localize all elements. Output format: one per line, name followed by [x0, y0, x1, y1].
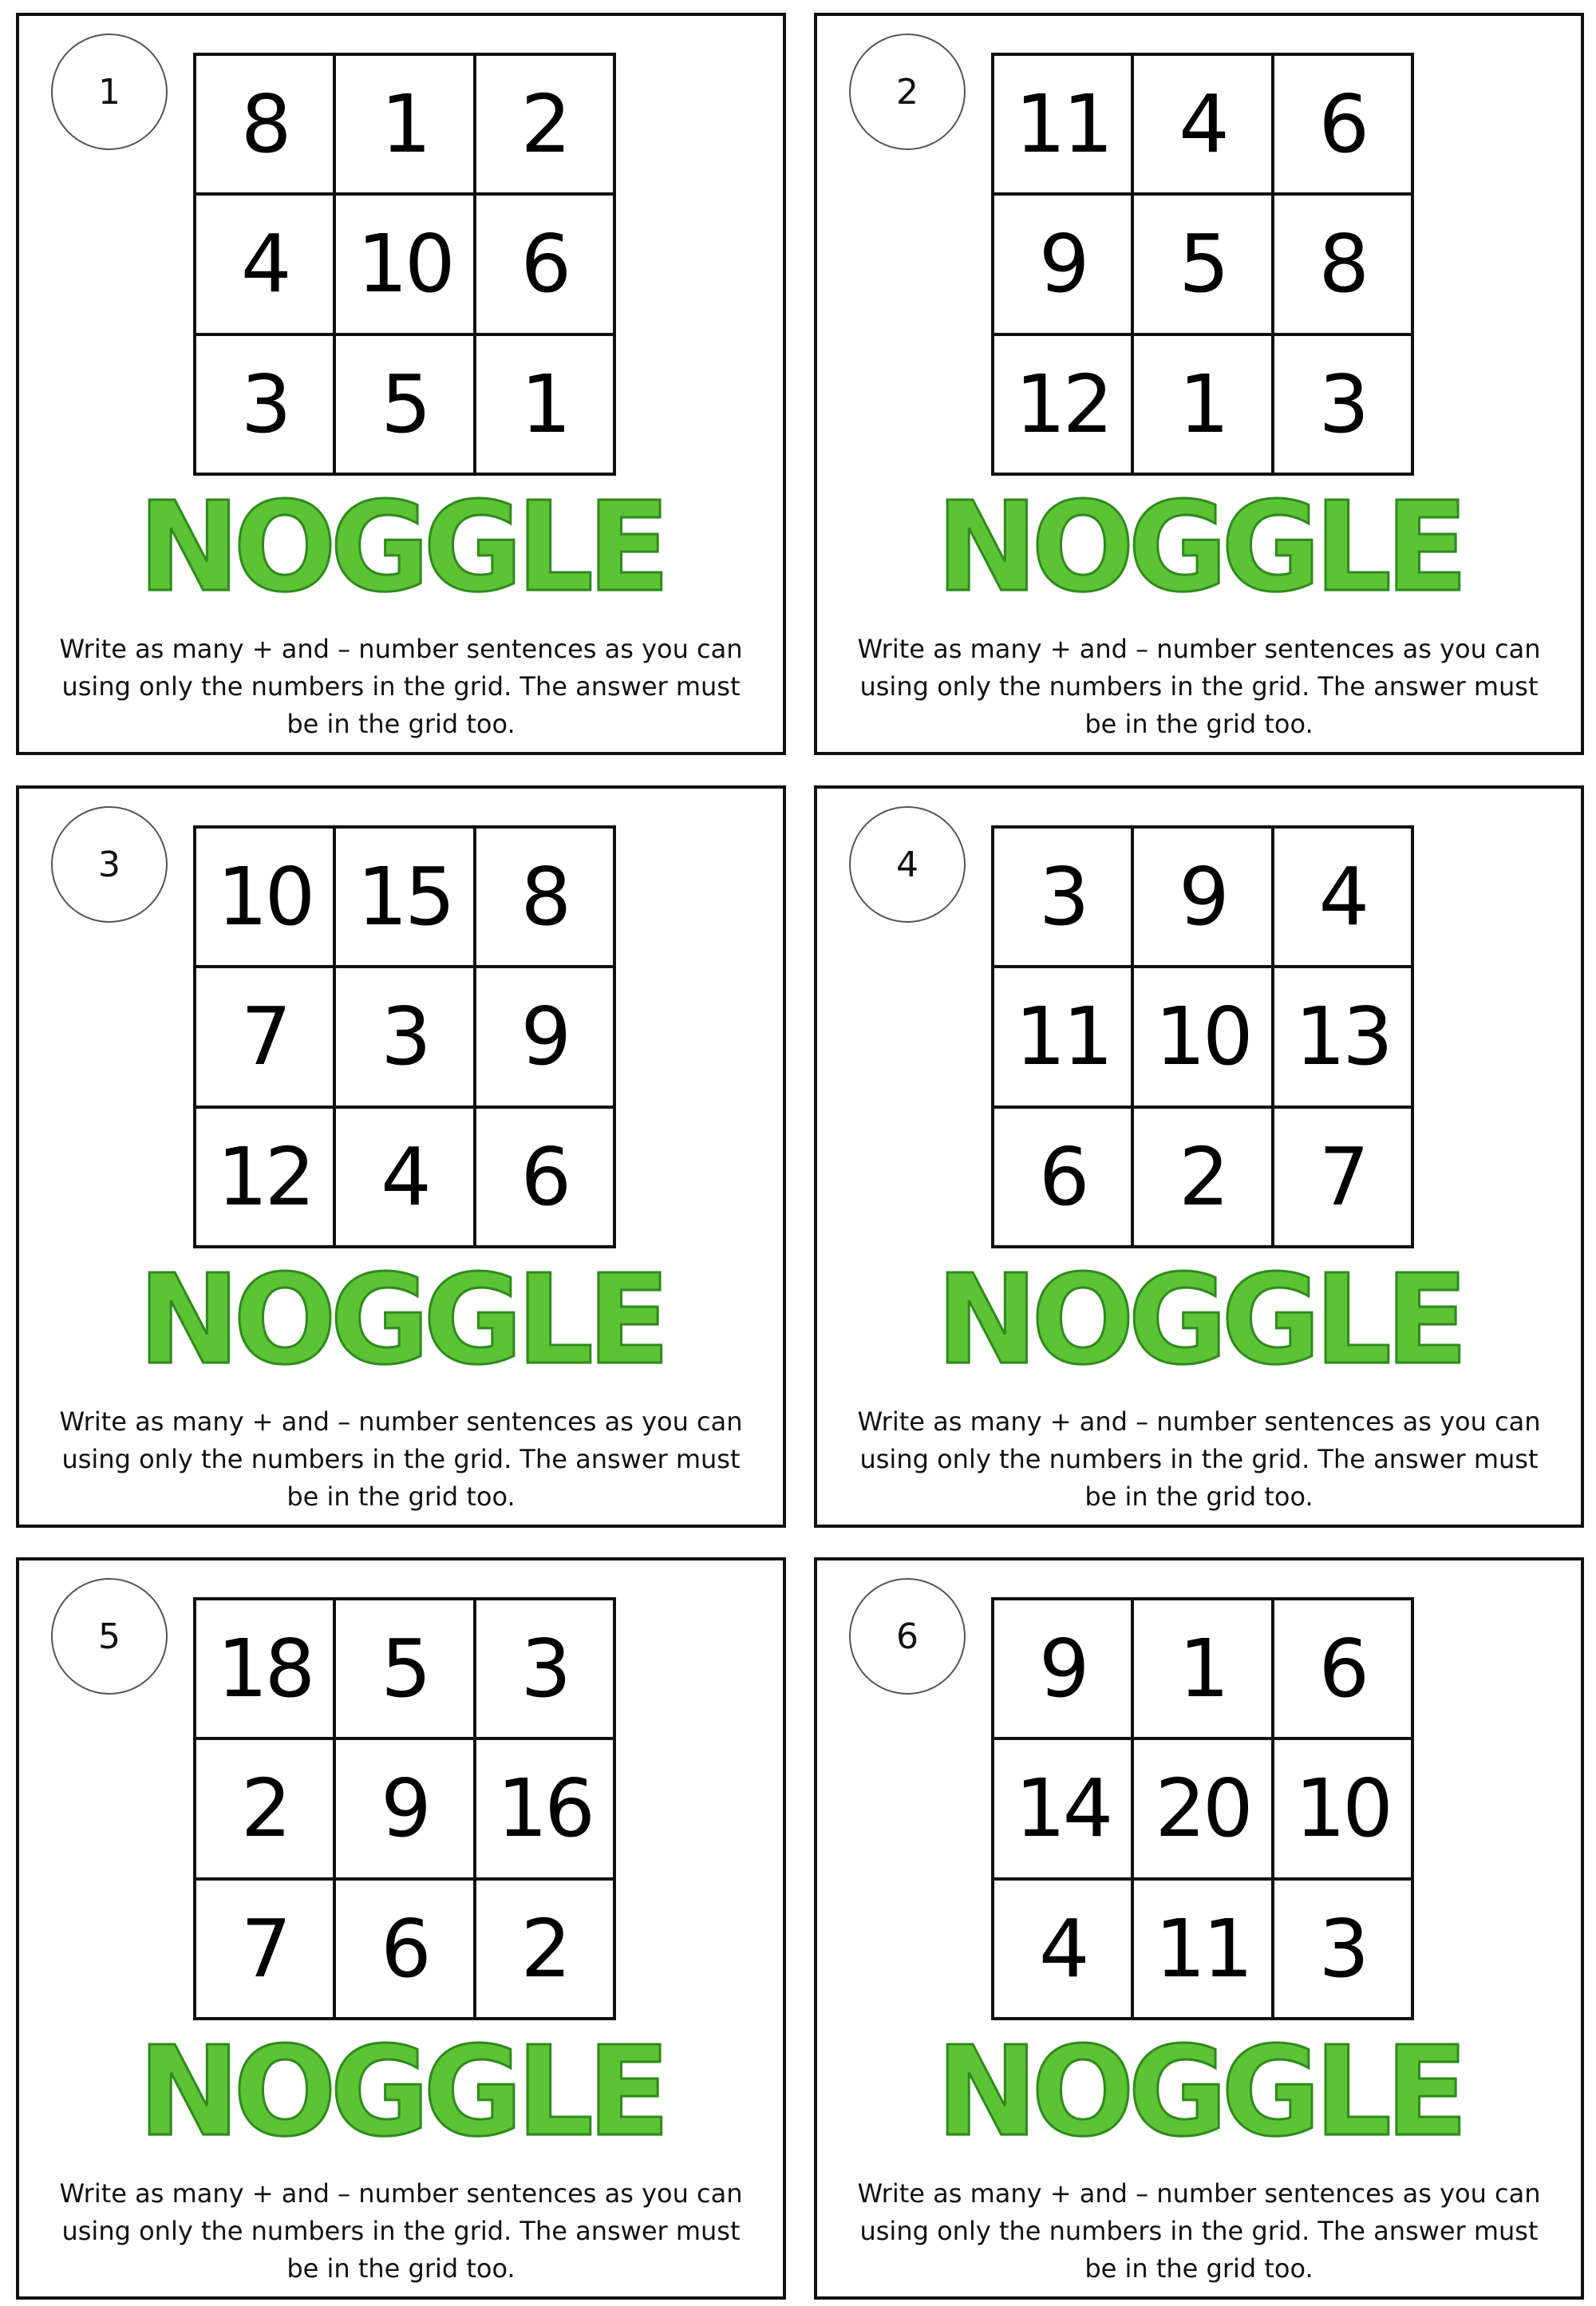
grid-cell: 1: [1132, 334, 1272, 474]
number-grid: [193, 53, 616, 476]
card-number-badge: 3: [51, 806, 168, 923]
grid-cell: 5: [334, 1599, 474, 1738]
grid-cell: 2: [195, 1738, 334, 1878]
grid-cell: 1: [334, 54, 474, 194]
grid-cell: 6: [334, 1879, 474, 2019]
grid-cell: 7: [195, 1879, 334, 2019]
grid-cell: 1: [1132, 1599, 1272, 1738]
grid-cell: 11: [993, 54, 1132, 194]
grid-cell: 8: [475, 827, 614, 967]
instructions-text: Write as many + and – number sentences as you can using only the numbers in the grid. The answer must be in the grid too.: [857, 2178, 1541, 2284]
grid-cell: 9: [475, 967, 614, 1106]
noggle-title: NOGGLE: [138, 2019, 664, 2164]
grid-cell: 10: [334, 194, 474, 334]
grid-cell: 4: [334, 1107, 474, 1247]
noggle-card-6: [814, 1557, 1584, 2300]
grid-cell: 3: [334, 967, 474, 1106]
grid-cell: 4: [195, 194, 334, 334]
grid-cell: 3: [1273, 1879, 1412, 2019]
grid-cell: 6: [475, 1107, 614, 1247]
grid-cell: 10: [1273, 1738, 1412, 1878]
grid-cell: 3: [475, 1599, 614, 1738]
grid-cell: 6: [475, 194, 614, 334]
grid-cell: 3: [993, 827, 1132, 967]
grid-cell: 11: [1132, 1879, 1272, 2019]
grid-cell: 12: [993, 334, 1132, 474]
noggle-card-1: [16, 13, 786, 755]
grid-cell: 9: [993, 194, 1132, 334]
instructions-text: Write as many + and – number sentences as you can using only the numbers in the grid. The answer must be in the grid too.: [59, 2178, 743, 2284]
noggle-title: NOGGLE: [936, 2019, 1462, 2164]
grid-cell: 13: [1273, 967, 1412, 1106]
grid-cell: 4: [1273, 827, 1412, 967]
grid-cell: 3: [195, 334, 334, 474]
grid-cell: 8: [1273, 194, 1412, 334]
grid-cell: 3: [1273, 334, 1412, 474]
noggle-title: NOGGLE: [138, 1248, 664, 1392]
grid-cell: 7: [195, 967, 334, 1106]
noggle-card-5: [16, 1557, 786, 2300]
number-grid: [991, 825, 1414, 1248]
card-number-badge: 5: [51, 1578, 168, 1695]
noggle-title: NOGGLE: [936, 475, 1462, 619]
grid-cell: 2: [1132, 1107, 1272, 1247]
grid-cell: 12: [195, 1107, 334, 1247]
noggle-title: NOGGLE: [138, 475, 664, 619]
grid-cell: 7: [1273, 1107, 1412, 1247]
grid-cell: 5: [1132, 194, 1272, 334]
noggle-title: NOGGLE: [936, 1248, 1462, 1392]
grid-cell: 6: [1273, 54, 1412, 194]
grid-cell: 16: [475, 1738, 614, 1878]
grid-cell: 8: [195, 54, 334, 194]
grid-cell: 5: [334, 334, 474, 474]
number-grid: [991, 1597, 1414, 2020]
grid-cell: 6: [1273, 1599, 1412, 1738]
grid-cell: 9: [993, 1599, 1132, 1738]
noggle-card-4: [814, 785, 1584, 1528]
instructions-text: Write as many + and – number sentences as you can using only the numbers in the grid. The answer must be in the grid too.: [857, 634, 1541, 739]
noggle-card-3: [16, 785, 786, 1528]
grid-cell: 2: [475, 1879, 614, 2019]
card-number-badge: 4: [849, 806, 966, 923]
grid-cell: 1: [475, 334, 614, 474]
instructions-text: Write as many + and – number sentences as you can using only the numbers in the grid. The answer must be in the grid too.: [857, 1406, 1541, 1512]
grid-cell: 2: [475, 54, 614, 194]
grid-cell: 10: [195, 827, 334, 967]
grid-cell: 4: [993, 1879, 1132, 2019]
grid-cell: 11: [993, 967, 1132, 1106]
grid-cell: 6: [993, 1107, 1132, 1247]
grid-cell: 10: [1132, 967, 1272, 1106]
grid-cell: 15: [334, 827, 474, 967]
grid-cell: 18: [195, 1599, 334, 1738]
instructions-text: Write as many + and – number sentences as you can using only the numbers in the grid. The answer must be in the grid too.: [59, 1406, 743, 1512]
number-grid: [193, 1597, 616, 2020]
grid-cell: 9: [334, 1738, 474, 1878]
card-number-badge: 6: [849, 1578, 966, 1695]
grid-cell: 4: [1132, 54, 1272, 194]
card-number-badge: 1: [51, 34, 168, 150]
grid-cell: 20: [1132, 1738, 1272, 1878]
noggle-card-2: [814, 13, 1584, 755]
card-number-badge: 2: [849, 34, 966, 150]
grid-cell: 14: [993, 1738, 1132, 1878]
number-grid: [991, 53, 1414, 476]
grid-cell: 9: [1132, 827, 1272, 967]
instructions-text: Write as many + and – number sentences as you can using only the numbers in the grid. The answer must be in the grid too.: [59, 634, 743, 739]
number-grid: [193, 825, 616, 1248]
